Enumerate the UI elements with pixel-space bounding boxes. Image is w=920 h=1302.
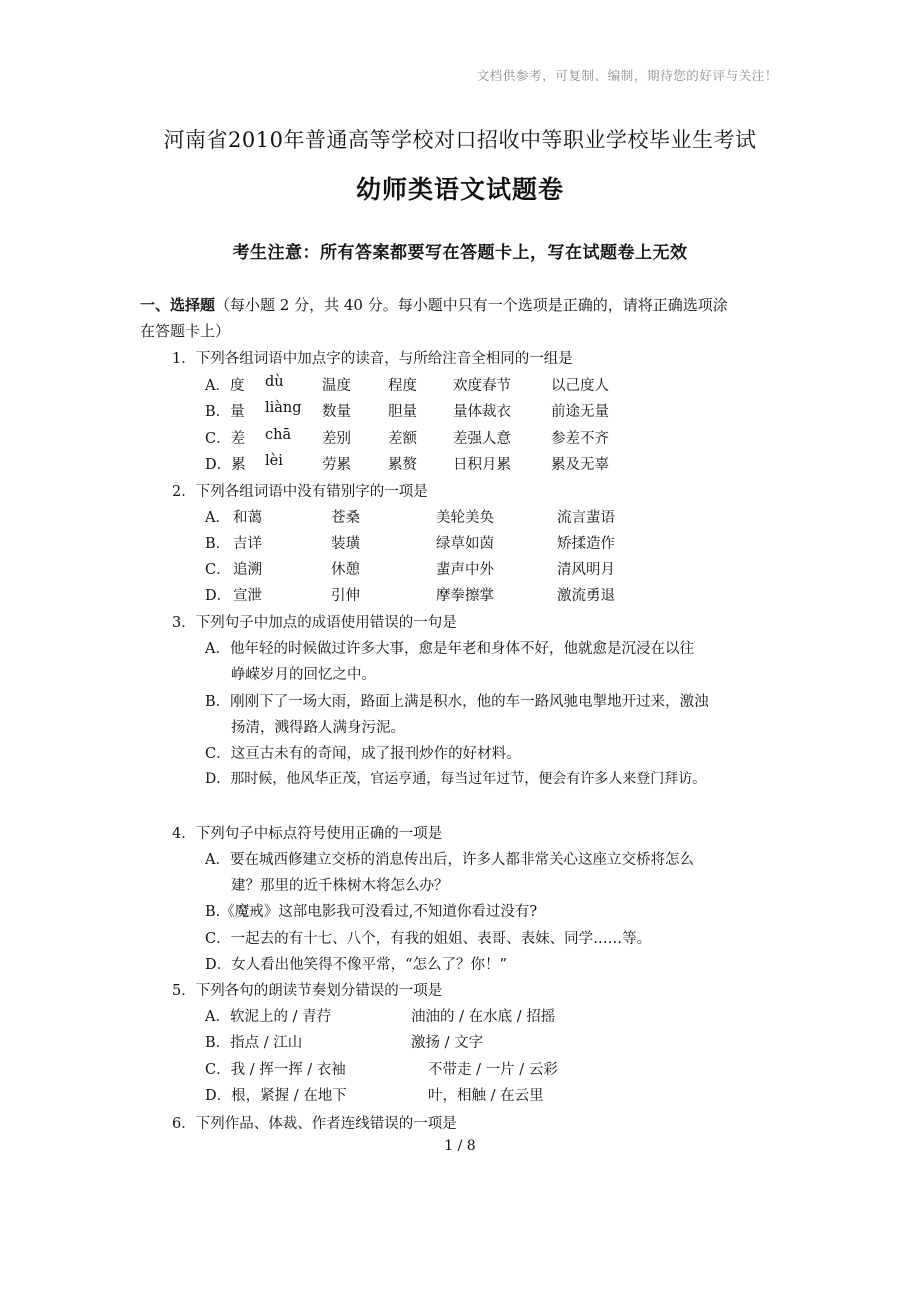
option-right: 不带走 / 一片 / 云彩 xyxy=(428,1062,558,1078)
option-word: 蜚声中外 xyxy=(436,562,494,578)
q4-option-c: C．一起去的有十七、八个，有我的姐姐、表哥、表妹、同学……等。 xyxy=(205,931,652,947)
option-left: A．软泥上的 / 青荇 xyxy=(205,1009,332,1025)
option-word: 温度 xyxy=(322,378,351,394)
option-word: 和蔼 xyxy=(233,510,262,526)
option-left: D．根，紧握 / 在地下 xyxy=(205,1088,347,1104)
option-word: 劳累 xyxy=(322,457,351,473)
section-heading: 一、选择题 xyxy=(140,296,216,314)
option-word: 量体裁衣 xyxy=(453,404,511,420)
exam-subtitle: 幼师类语文试题卷 xyxy=(355,175,564,204)
option-label: B． xyxy=(205,536,231,552)
option-word: 差强人意 xyxy=(453,431,511,447)
option-word: 差额 xyxy=(388,431,417,447)
q6-stem: 6．下列作品、体裁、作者连线错误的一项是 xyxy=(172,1116,457,1132)
option-right: 油油的 / 在水底 / 招摇 xyxy=(411,1009,556,1025)
q4-option-a: A．要在城西修建立交桥的消息传出后，许多人都非常关心这座立交桥将怎么 xyxy=(205,852,694,868)
option-left: B．指点 / 江山 xyxy=(205,1035,303,1051)
option-right: 激扬 / 文字 xyxy=(411,1035,484,1051)
exam-title: 河南省2010年普通高等学校对口招收中等职业学校毕业生考试 xyxy=(163,128,757,152)
option-word: 吉详 xyxy=(233,536,262,552)
option-right: 叶，相触 / 在云里 xyxy=(428,1088,544,1104)
option-label: C． xyxy=(205,562,231,578)
option-label: A． xyxy=(205,510,230,526)
option-label: B．量 xyxy=(205,404,245,420)
option-word: 欢度春节 xyxy=(453,378,511,394)
option-word: 以己度人 xyxy=(551,378,609,394)
option-word: 装璜 xyxy=(331,536,360,552)
exam-notice: 考生注意：所有答案都要写在答题卡上，写在试题卷上无效 xyxy=(232,243,688,263)
q3-option-b: B．刚刚下了一场大雨，路面上满是积水，他的车一路风驰电掣地开过来，激浊 xyxy=(205,694,709,710)
section-instruction-cont: 在答题卡上） xyxy=(140,322,231,340)
option-word: 宣泄 xyxy=(233,588,262,604)
q1-stem: 1．下列各组词语中加点字的读音，与所给注音全相同的一组是 xyxy=(172,351,573,367)
option-word: 苍桑 xyxy=(331,510,360,526)
option-word: 美轮美奂 xyxy=(436,510,494,526)
option-word: 追溯 xyxy=(233,562,262,578)
option-word: 清风明月 xyxy=(557,562,615,578)
option-word: 累赘 xyxy=(388,457,417,473)
option-word: 差别 xyxy=(322,431,351,447)
option-word: 参差不齐 xyxy=(551,431,609,447)
q3-option-c: C．这亘古未有的奇闻，成了报刊炒作的好材料。 xyxy=(205,746,521,762)
q2-stem: 2．下列各组词语中没有错别字的一项是 xyxy=(172,484,428,500)
option-word: 程度 xyxy=(388,378,417,394)
section-instruction: （每小题 2 分，共 40 分。每小题中只有一个选项是正确的，请将正确选项涂 xyxy=(215,296,728,314)
option-word: 引伸 xyxy=(331,588,360,604)
option-pinyin: chā xyxy=(265,427,292,443)
option-word: 摩拳擦掌 xyxy=(436,588,494,604)
option-pinyin: dù xyxy=(265,374,284,390)
option-word: 绿草如茵 xyxy=(436,536,494,552)
q3-option-a-cont: 峥嵘岁月的回忆之中。 xyxy=(231,667,376,683)
watermark-text: 文档供参考，可复制、编制，期待您的好评与关注！ xyxy=(476,68,778,83)
option-word: 激流勇退 xyxy=(557,588,615,604)
q3-option-d: D．那时候，他风华正茂，官运亨通，每当过年过节，便会有许多人来登门拜访。 xyxy=(205,771,707,787)
option-pinyin: lèi xyxy=(265,453,283,469)
option-label: D．累 xyxy=(205,457,246,473)
option-word: 休憩 xyxy=(331,562,360,578)
section-header xyxy=(140,294,728,315)
q3-option-a: A．他年轻的时候做过许多大事，愈是年老和身体不好，他就愈是沉浸在以往 xyxy=(205,641,694,657)
option-word: 胆量 xyxy=(388,404,417,420)
page-number: 1 / 8 xyxy=(444,1138,476,1154)
option-word: 流言蜚语 xyxy=(557,510,615,526)
option-label: D． xyxy=(205,588,232,604)
option-word: 日积月累 xyxy=(453,457,511,473)
option-left: C．我 / 挥一挥 / 衣袖 xyxy=(205,1062,346,1078)
q4-stem: 4．下列句子中标点符号使用正确的一项是 xyxy=(172,826,443,842)
q3-stem: 3．下列句子中加点的成语使用错误的一句是 xyxy=(172,615,457,631)
option-pinyin: liàng xyxy=(265,400,302,416)
option-word: 累及无辜 xyxy=(551,457,609,473)
q4-option-a-cont: 建？那里的近千株树木将怎么办？ xyxy=(231,878,449,894)
option-word: 矫揉造作 xyxy=(557,536,615,552)
q4-option-d: D．女人看出他笑得不像平常，“怎么了？你！” xyxy=(205,957,507,973)
option-label: C．差 xyxy=(205,431,246,447)
q5-stem: 5．下列各句的朗读节奏划分错误的一项是 xyxy=(172,983,443,999)
option-label: A．度 xyxy=(205,378,245,394)
option-word: 数量 xyxy=(322,404,351,420)
q4-option-b: B.《魔戒》这部电影我可没看过,不知道你看过没有? xyxy=(205,904,538,920)
q3-option-b-cont: 扬清，溅得路人满身污泥。 xyxy=(231,720,405,736)
option-word: 前途无量 xyxy=(551,404,609,420)
